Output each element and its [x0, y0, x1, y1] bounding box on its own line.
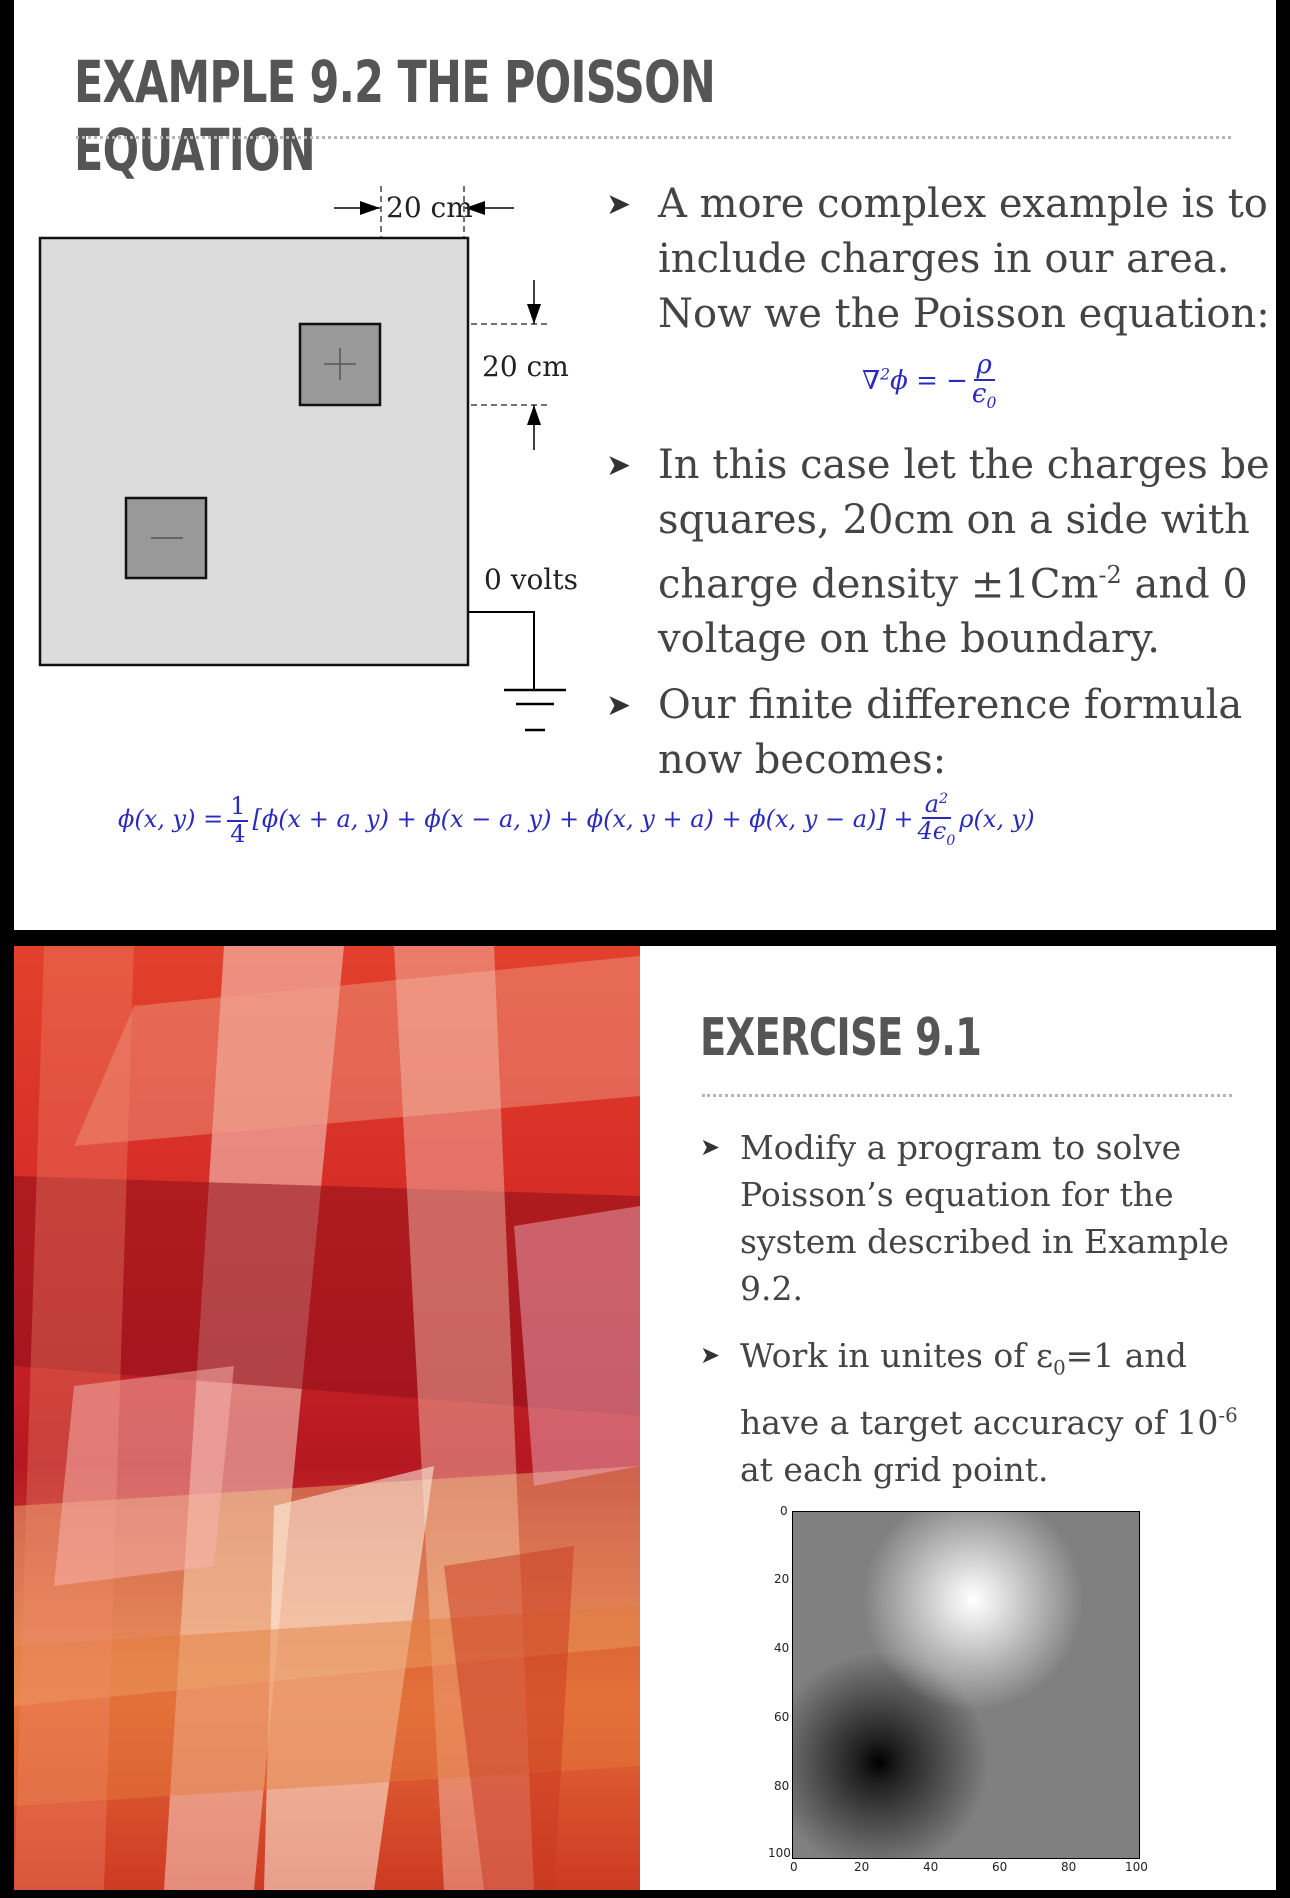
- charge-diagram: [14, 160, 634, 760]
- poisson-equation: ∇$^2$ϕ = − $\frac{\rho}{\epsilon_0}$: [862, 350, 997, 413]
- slide-title: EXERCISE 9.1: [700, 1008, 982, 1068]
- slide-example-9-2: [14, 0, 1276, 930]
- y-tick: 20: [774, 1572, 790, 1586]
- x-tick: 40: [923, 1860, 939, 1874]
- arrow-bullet-icon: ➤: [606, 187, 632, 222]
- title-divider: [702, 1094, 1232, 1097]
- exercise-bullet-1: ➤ Modify a program to solve Poisson’s equation for the system described in Example 9.2.: [740, 1124, 1229, 1312]
- x-tick: 20: [854, 1860, 870, 1874]
- x-tick: 80: [1061, 1860, 1077, 1874]
- slide-exercise-9-1: [14, 946, 1276, 1890]
- title-divider: [76, 136, 1231, 139]
- exercise-bullet-2: ➤ Work in unites of $\varepsilon_0=1$ and have a target accuracy of $10^{-6}$ at each grid point.: [740, 1332, 1238, 1493]
- x-tick: 0: [790, 1860, 798, 1874]
- side-dimension-label: 20 cm: [482, 350, 569, 383]
- bullet-3: ➤ Our finite difference formula now becomes:: [658, 678, 1242, 788]
- y-tick: 0: [780, 1504, 788, 1518]
- y-tick: 80: [774, 1779, 790, 1793]
- abstract-artwork: [14, 946, 640, 1890]
- boundary-region: [40, 238, 468, 665]
- voltage-label: 0 volts: [484, 563, 578, 596]
- slide-title: EXAMPLE 9.2 THE POISSON EQUATION: [74, 48, 716, 184]
- arrow-bullet-icon: ➤: [606, 448, 632, 483]
- arrow-bullet-icon: ➤: [700, 1341, 721, 1369]
- top-dimension-label: 20 cm: [386, 191, 473, 224]
- arrow-bullet-icon: ➤: [606, 688, 632, 723]
- ground-symbol-icon: [504, 690, 566, 730]
- y-tick: 100: [768, 1846, 791, 1860]
- potential-heatmap: [792, 1511, 1140, 1859]
- finite-difference-equation: ϕ(x, y) = $\frac{1}{4}$ [ϕ(x + a, y) + ϕ(x − a, y) + ϕ(x, y + a) + ϕ(x, y − a)] + $\frac{a^2}{4\epsilon_0}$ ρ(x, y): [118, 790, 1035, 849]
- x-tick: 100: [1125, 1860, 1148, 1874]
- arrow-bullet-icon: ➤: [700, 1133, 721, 1161]
- x-tick: 60: [992, 1860, 1008, 1874]
- y-tick: 60: [774, 1710, 790, 1724]
- y-tick: 40: [774, 1641, 790, 1655]
- bullet-2: ➤ In this case let the charges be squares, 20cm on a side with charge density $\pm 1Cm^{-2}$ and 0 voltage on the boundary.: [658, 438, 1270, 667]
- bullet-1: ➤ A more complex example is to include charges in our area. Now we the Poisson equation:: [658, 177, 1270, 342]
